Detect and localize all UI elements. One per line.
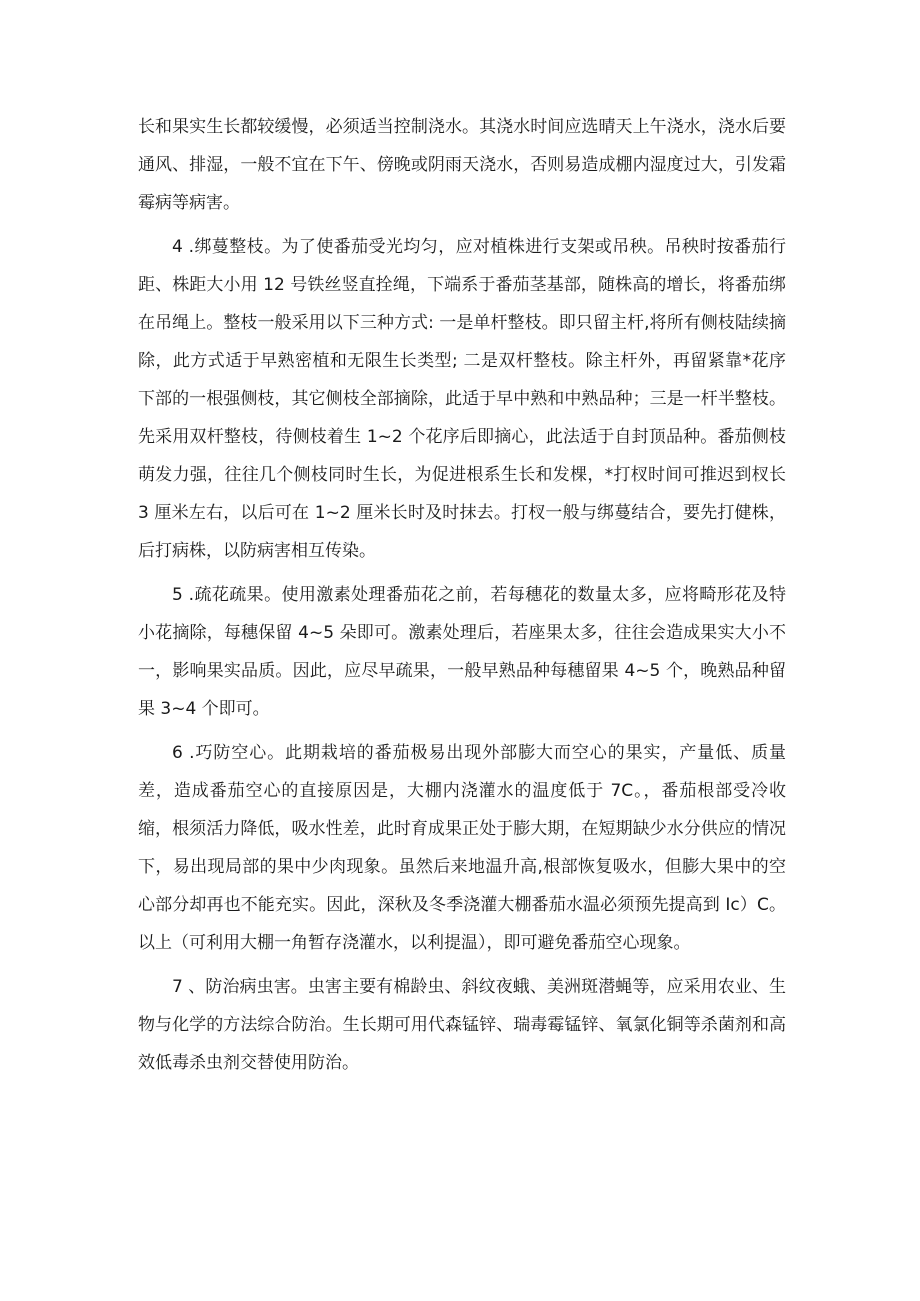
paragraph-flower-fruit-thinning: 5 .疏花疏果。使用激素处理番茄花之前，若每穗花的数量太多，应将畸形花及特小花摘除，每穗保留 4~5 朵即可。激素处理后，若座果太多，往往会造成果实大小不一，影响果实品质。因此，应尽早疏果，一般早熟品种每穗留果 4~5 个，晚熟品种留果 3~4 个即可。 xyxy=(138,585,786,719)
paragraph-hollow-fruit-prevention: 6 .巧防空心。此期栽培的番茄极易出现外部膨大而空心的果实，产量低、质量差，造成番茄空心的直接原因是，大棚内浇灌水的温度低于 7C。，番茄根部受冷收缩，根须活力降低，吸水性差，此时育成果正处于膨大期，在短期缺少水分供应的情况下，易出现局部的果中少肉现象。虽然后来地温升高,根部恢复吸水，但膨大果中的空心部分却再也不能充实。因此，深秋及冬季浇灌大棚番茄水温必须预先提高到 Ic）C。以上（可利用大棚一角暂存浇灌水，以利提温），即可避免番茄空心现象。 xyxy=(138,743,786,953)
document-body xyxy=(138,108,786,1088)
paragraph-vine-pruning: 4 .绑蔓整枝。为了使番茄受光均匀，应对植株进行支架或吊秧。吊秧时按番茄行距、株距大小用 12 号铁丝竖直拴绳，下端系于番茄茎基部，随株高的增长，将番茄绑在吊绳上。整枝一般采用以下三种方式: 一是单杆整枝。即只留主杆,将所有侧枝陆续摘除，此方式适于早熟密植和无限生长类型; 二是双杆整枝。除主杆外，再留紧靠*花序下部的一根强侧枝，其它侧枝全部摘除，此适于早中熟和中熟品种；三是一杆半整枝。先采用双杆整枝，待侧枝着生 1~2 个花序后即摘心，此法适于自封顶品种。番茄侧枝萌发力强，往往几个侧枝同时生长，为促进根系生长和发棵，*打杈时间可推迟到杈长 3 厘米左右，以后可在 1~2 厘米长时及时抹去。打杈一般与绑蔓结合，要先打健株，后打病株，以防病害相互传染。 xyxy=(138,237,786,561)
paragraph-watering-continuation: 长和果实生长都较缓慢，必须适当控制浇水。其浇水时间应选晴天上午浇水，浇水后要通风、排湿，一般不宜在下午、傍晚或阴雨天浇水，否则易造成棚内湿度过大，引发霜霉病等病害。 xyxy=(138,117,786,213)
paragraph-pest-control: 7 、防治病虫害。虫害主要有棉龄虫、斜纹夜蛾、美洲斑潜蝇等，应采用农业、生物与化学的方法综合防治。生长期可用代森锰锌、瑞毒霉锰锌、氧氯化铜等杀菌剂和高效低毒杀虫剂交替使用防治。 xyxy=(138,977,786,1073)
